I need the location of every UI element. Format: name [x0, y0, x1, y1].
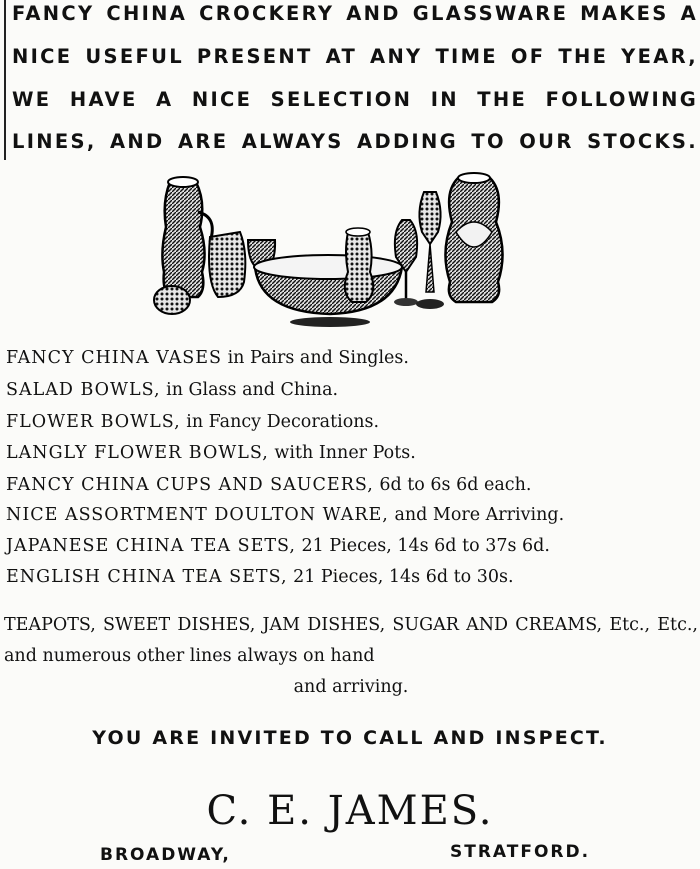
crockery-illustration: [140, 172, 540, 327]
headline-line-4: LINES, AND ARE ALWAYS ADDING TO OUR STOCKS.: [12, 130, 698, 153]
paragraph-text: Etc., Etc., and numerous other lines always on hand: [4, 615, 698, 666]
address-town: STRATFORD.: [450, 842, 591, 862]
list-item: LANGLY FLOWER BOWLS, with Inner Pots.: [6, 443, 416, 463]
left-border-rule: [4, 0, 6, 160]
list-item: FANCY CHINA CUPS AND SAUCERS, 6d to 6s 6d each.: [6, 475, 532, 495]
headline-line-2: NICE USEFUL PRESENT AT ANY TIME OF THE YEAR,: [12, 45, 698, 68]
other-lines-paragraph: [4, 610, 698, 703]
headline-line-3: WE HAVE A NICE SELECTION IN THE FOLLOWING: [12, 88, 698, 111]
paragraph-caps: TEAPOTS, SWEET DISHES, JAM DISHES, SUGAR AND CREAMS,: [4, 615, 603, 635]
paragraph-last-line: and arriving.: [293, 677, 409, 697]
merchant-name: C. E. JAMES.: [206, 788, 494, 834]
headline-line-1: FANCY CHINA CROCKERY AND GLASSWARE MAKES A: [12, 2, 698, 25]
invitation-line: YOU ARE INVITED TO CALL AND INSPECT.: [92, 727, 608, 749]
address-street: BROADWAY,: [100, 845, 231, 865]
list-item: ENGLISH CHINA TEA SETS, 21 Pieces, 14s 6d to 30s.: [6, 567, 514, 587]
list-item: FLOWER BOWLS, in Fancy Decorations.: [6, 412, 380, 432]
list-item: JAPANESE CHINA TEA SETS, 21 Pieces, 14s 6d to 37s 6d.: [6, 536, 550, 556]
list-item: FANCY CHINA VASES in Pairs and Singles.: [6, 348, 409, 368]
list-item: NICE ASSORTMENT DOULTON WARE, and More Arriving.: [6, 505, 565, 525]
list-item: SALAD BOWLS, in Glass and China.: [6, 380, 339, 400]
